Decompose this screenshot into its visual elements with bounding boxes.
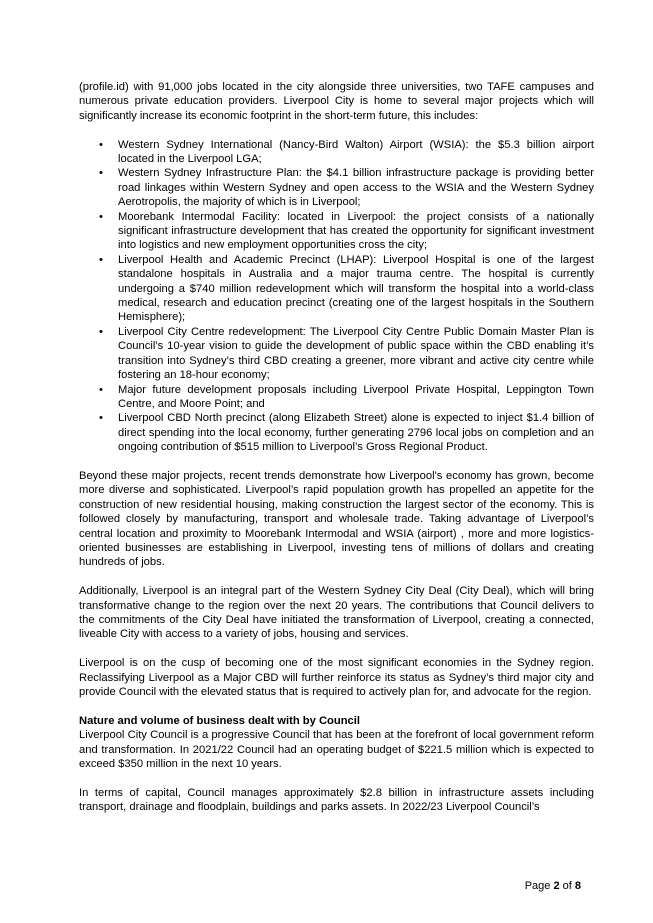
city-deal-paragraph: Additionally, Liverpool is an integral part of the Western Sydney City Deal (City Deal), which will bring transformative change to the region over the next 20 years. The contributions that Council delivers to the commitments of the City Deal have initiated the transformation of Liverpool, creating a connected, liveable City with access to a variety of jobs, housing and services. — [79, 585, 594, 641]
page-separator: of — [559, 880, 575, 892]
list-item-text: Major future development proposals including Liverpool Private Hospital, Leppington Town Centre, and Moore Point; and — [118, 383, 594, 410]
bullet-icon: • — [99, 210, 103, 223]
list-item — [79, 411, 594, 454]
bullet-icon: • — [99, 138, 103, 151]
list-item-text: Liverpool Health and Academic Precinct (LHAP): Liverpool Hospital is one of the largest standalone hospitals in Australia and a major trauma centre. The hospital is currently undergoing a $740 million redevelopment which will transform the hospital into a world-class medical, research and education precinct (creating one of the largest hospitals in the Southern Hemisphere); — [118, 253, 594, 324]
list-item — [79, 383, 594, 412]
list-item-text: Western Sydney International (Nancy-Bird Walton) Airport (WSIA): the $5.3 billion airport located in the Liverpool LGA; — [118, 138, 594, 166]
list-item — [79, 325, 594, 383]
list-item — [79, 138, 594, 167]
page-number — [525, 879, 581, 893]
list-item — [79, 210, 594, 253]
bullet-icon: • — [99, 167, 103, 180]
section-heading: Nature and volume of business dealt with by Council — [79, 714, 360, 727]
bullet-icon: • — [99, 325, 103, 338]
spacer — [79, 771, 594, 785]
list-item-text: Liverpool City Centre redevelopment: The Liverpool City Centre Public Domain Master Plan is Council’s 10-year vision to guide the development of public space within the CBD enabling it’s transition into Sydney’s third CBD creating a greener, more vibrant and active city centre while fostering an 18-hour economy; — [118, 325, 594, 382]
list-item-text: Liverpool CBD North precinct (along Elizabeth Street) alone is expected to inject $1.4 billion of direct spending into the local economy, further generating 2796 local jobs on completion and an ongoing contribution of $515 million to Liverpool’s Gross Regional Product. — [118, 412, 594, 454]
bullet-icon: • — [99, 412, 103, 425]
bullet-icon: • — [99, 383, 103, 396]
capital-assets-paragraph: In terms of capital, Council manages approximately $2.8 billion in infrastructure assets including transport, drainage and floodplain, buildings and parks assets. In 2022/23 Liverpool Council’s — [79, 786, 594, 814]
list-item — [79, 253, 594, 325]
major-cbd-paragraph: Liverpool is on the cusp of becoming one of the most significant economies in the Sydney region. Reclassifying Liverpool as a Major CBD will further reinforce its status as Sydney’s third major city and provide Council with the elevated status that is required to actively plan for, and advocate for the region. — [79, 657, 594, 698]
spacer — [79, 642, 594, 656]
list-item-text: Moorebank Intermodal Facility: located in Liverpool: the project consists of a nationally significant infrastructure development that has created the opportunity for significant investment into logistics and new employment opportunities cross the city; — [118, 210, 594, 252]
total-pages: 8 — [574, 880, 581, 892]
document-page — [79, 80, 594, 815]
major-projects-list — [79, 138, 594, 455]
spacer — [79, 699, 594, 713]
spacer — [79, 123, 594, 137]
list-item — [79, 166, 594, 209]
page-prefix: Page — [524, 880, 554, 892]
intro-paragraph: (profile.id) with 91,000 jobs located in the city alongside three universities, two TAFE campuses and numerous private education providers. Liverpool City is home to several major projects which will significantly increase its economic footprint in the short-term future, this includes: — [79, 81, 594, 122]
spacer — [79, 570, 594, 584]
current-page: 2 — [553, 880, 560, 892]
bullet-icon: • — [99, 253, 103, 266]
list-item-text: Western Sydney Infrastructure Plan: the $4.1 billion infrastructure package is providing better road linkages within Western Sydney and open access to the WSIA and the Western Sydney Aerotropolis, the majority of which is in Liverpool; — [118, 167, 594, 209]
council-budget-paragraph: Liverpool City Council is a progressive Council that has been at the forefront of local government reform and transformation. In 2021/22 Council had an operating budget of $221.5 million which is expected to exceed $350 million in the next 10 years. — [79, 729, 594, 771]
spacer — [79, 455, 594, 469]
economy-trends-paragraph: Beyond these major projects, recent trends demonstrate how Liverpool's economy has grown, become more diverse and sophisticated. Liverpool’s rapid population growth has propelled an appetite for the construction of new residential housing, making construction the largest sector of the economy. This is followed closely by manufacturing, transport and wholesale trade. Taking advantage of Liverpool’s central location and proximity to Moorebank Intermodal and WSIA (airport) , more and more logistics-oriented businesses are establishing in Liverpool, investing tens of millions of dollars and creating hundreds of jobs. — [79, 469, 594, 569]
